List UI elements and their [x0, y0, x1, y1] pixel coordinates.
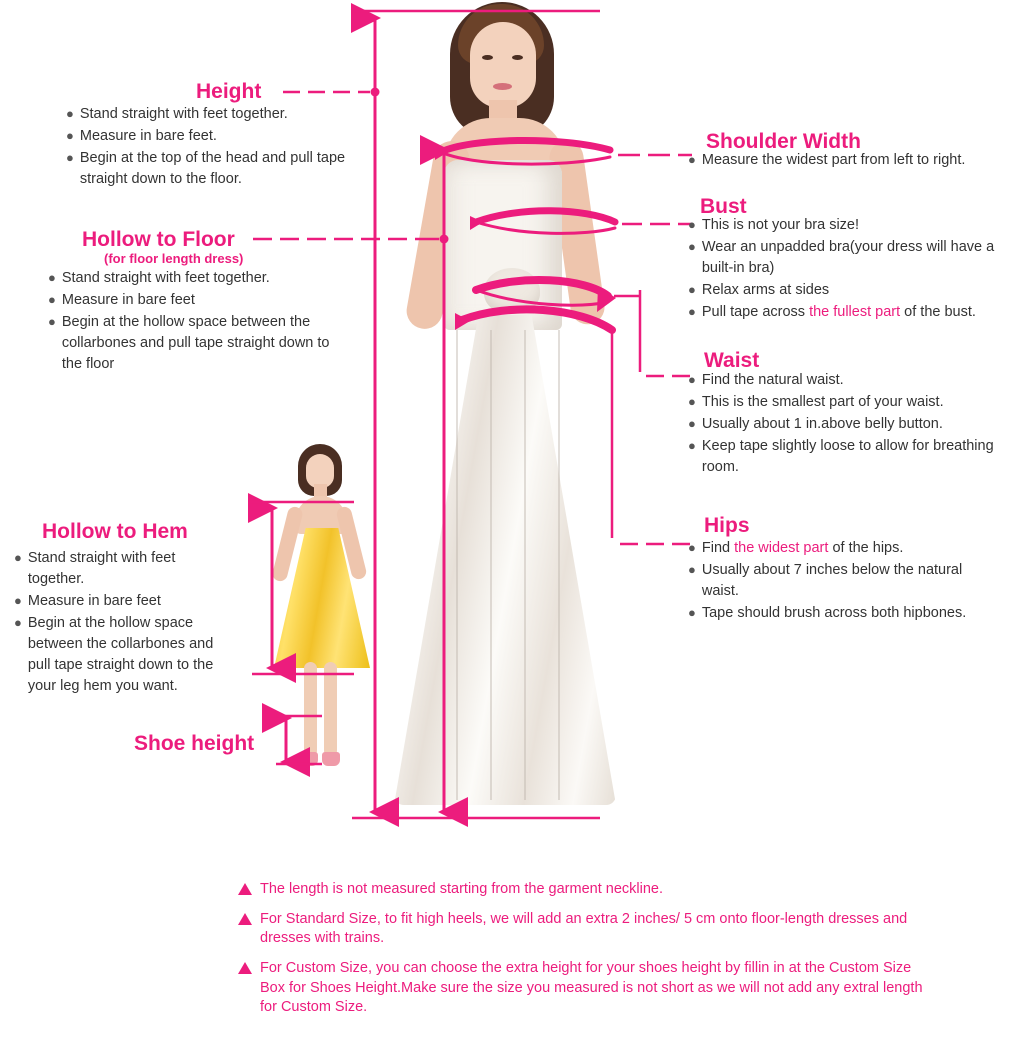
list-item: ● Begin at the hollow space between the collarbones and pull tape straight down to the your leg hem you want.	[14, 615, 214, 695]
bullet-dot-icon: ●	[688, 394, 696, 410]
height-title: Height	[196, 80, 262, 103]
list-item: ● Begin at the top of the head and pull tape straight down to the floor.	[66, 150, 346, 188]
bullet-dot-icon: ●	[688, 282, 696, 298]
list-item: ● Measure in bare feet	[14, 593, 161, 610]
bullet-dot-icon: ●	[688, 416, 696, 432]
face-shape	[470, 22, 536, 108]
waist-bullets	[688, 370, 998, 479]
bullet-dot-icon: ●	[14, 593, 22, 609]
bullet-dot-icon: ●	[14, 550, 22, 565]
shoe-right-shape	[322, 752, 340, 766]
list-item: ● Measure in bare feet.	[66, 128, 217, 145]
shoulder-width-bullets	[688, 150, 1008, 172]
footer-note: For Custom Size, you can choose the extra height for your shoes height by fillin in at the Custom Size Box for Shoes Height.Make sure the size you measured is not short as we will not add any extral length for Custom Size.	[238, 959, 928, 1016]
bullet-dot-icon: ●	[66, 128, 74, 144]
footer-notes	[238, 880, 928, 1028]
bullet-dot-icon: ●	[688, 304, 696, 320]
list-item	[688, 302, 1013, 323]
height-bullets	[66, 104, 366, 191]
skirt-shape	[394, 315, 616, 805]
bride-photo-long-dress	[372, 0, 630, 820]
list-item: ● Stand straight with feet together.	[66, 106, 288, 122]
bullet-dot-icon: ●	[688, 239, 696, 255]
list-item: ● Tape should brush across both hipbones.	[688, 605, 967, 622]
list-item: ● Relax arms at sides	[688, 282, 830, 299]
list-item	[688, 538, 1000, 559]
hollow-to-hem-title: Hollow to Hem	[42, 520, 188, 543]
waist-title: Waist	[704, 349, 760, 372]
skirt-fold-shape	[558, 330, 560, 800]
shoe-left-shape	[300, 752, 318, 766]
eye-left-shape	[482, 55, 493, 60]
bullet-dot-icon: ●	[14, 615, 22, 631]
list-item: ● Wear an unpadded bra(your dress will have a built-in bra)	[688, 239, 995, 277]
warning-triangle-icon	[238, 913, 252, 925]
face-shape	[306, 454, 334, 488]
list-item: ● This is the smallest part of your waist.	[688, 394, 944, 411]
hips-bullets	[688, 538, 1000, 625]
bow-shape	[484, 268, 540, 314]
shoe-height-title: Shoe height	[134, 732, 255, 755]
bullet-dot-icon: ●	[688, 540, 696, 555]
bullet-dot-icon: ●	[66, 106, 74, 121]
bullet-dot-icon: ●	[688, 438, 696, 454]
list-item: ● Measure in bare feet	[48, 292, 195, 309]
leg-left-shape	[304, 662, 317, 757]
hollow-to-floor-subtitle: (for floor length dress)	[104, 251, 244, 266]
bust-title: Bust	[700, 195, 747, 218]
list-item: ● Find the natural waist.	[688, 372, 844, 388]
list-item: ● This is not your bra size!	[688, 217, 860, 233]
bullet-dot-icon: ●	[688, 605, 696, 621]
lips-shape	[493, 83, 512, 90]
bullet-dot-icon: ●	[48, 292, 56, 308]
bullet-dot-icon: ●	[688, 152, 696, 167]
hips-widest-part-text: Find the widest part of the hips.	[701, 540, 904, 556]
list-item: ● Usually about 7 inches below the natural waist.	[688, 562, 963, 600]
model-photo-short-dress	[250, 440, 390, 770]
bullet-dot-icon: ●	[48, 314, 56, 330]
skirt-fold-shape	[456, 330, 458, 800]
hips-title: Hips	[704, 514, 750, 537]
list-item: ● Begin at the hollow space between the collarbones and pull tape straight down to the floor	[48, 314, 330, 373]
skirt-fold-shape	[524, 330, 526, 800]
footer-note: For Standard Size, to fit high heels, we will add an extra 2 inches/ 5 cm onto floor-length dresses and dresses with trains.	[238, 910, 928, 948]
bust-bullets	[688, 215, 1013, 324]
hollow-to-hem-bullets	[14, 548, 234, 698]
list-item: ● Keep tape slightly loose to allow for breathing room.	[688, 438, 994, 476]
list-item: ● Measure the widest part from left to right.	[688, 152, 966, 168]
bullet-dot-icon: ●	[688, 217, 696, 232]
skirt-fold-shape	[490, 330, 492, 800]
shoulder-width-title: Shoulder Width	[706, 130, 861, 153]
eye-right-shape	[512, 55, 523, 60]
list-item: ● Stand straight with feet together.	[48, 270, 270, 286]
list-item: ● Stand straight with feet together.	[14, 550, 176, 588]
list-item: ● Usually about 1 in.above belly button.	[688, 416, 943, 433]
bust-fullest-part-text: Pull tape across the fullest part of the bust.	[701, 304, 976, 321]
warning-triangle-icon	[238, 962, 252, 974]
bullet-dot-icon: ●	[48, 270, 56, 285]
bullet-dot-icon: ●	[688, 562, 696, 578]
leg-right-shape	[324, 662, 337, 757]
hollow-to-floor-title: Hollow to Floor	[82, 228, 235, 251]
bullet-dot-icon: ●	[66, 150, 74, 166]
bullet-dot-icon: ●	[688, 372, 696, 387]
warning-triangle-icon	[238, 883, 252, 895]
hollow-to-floor-bullets	[48, 268, 348, 376]
footer-note: The length is not measured starting from the garment neckline.	[238, 880, 928, 899]
